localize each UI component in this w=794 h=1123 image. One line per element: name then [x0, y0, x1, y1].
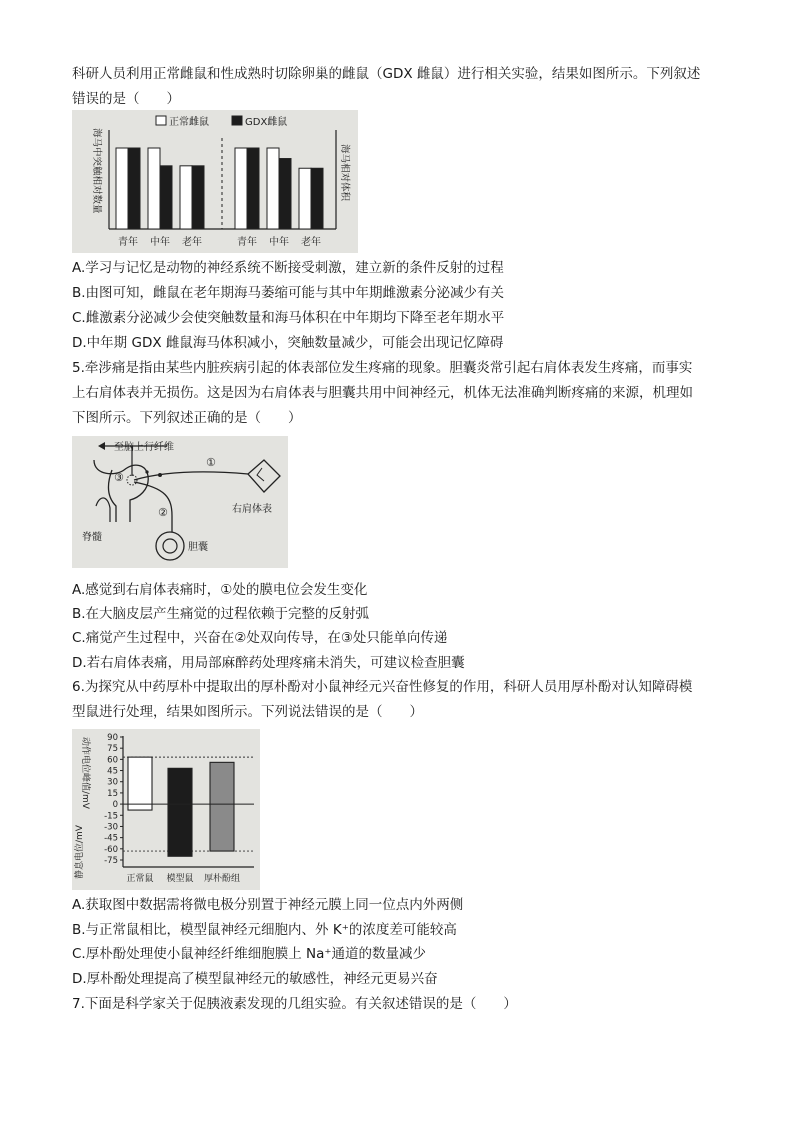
- fig1-bar-right-1-1: [279, 159, 291, 229]
- q5-option-a: A.感觉到右肩体表痛时，①处的膜电位会发生变化: [72, 582, 368, 598]
- fiber-1-line: [134, 472, 248, 480]
- fig1-bar-left-1-1: [160, 166, 172, 229]
- spinal-cord-outline: [94, 460, 148, 522]
- fig1-bar-left-1-0: [128, 148, 140, 229]
- spinal-cord-horn: [96, 498, 110, 522]
- referred-pain-svg: [72, 436, 288, 568]
- fig1-ylabel-right: 海马相对体积: [339, 144, 350, 202]
- ascending-arrow-head: [98, 442, 105, 450]
- fig1-category-left-0: 青年: [118, 237, 138, 248]
- figure-referred-pain-diagram: [72, 436, 288, 568]
- fig1-bar-left-0-1: [148, 148, 160, 229]
- figure-membrane-potential-chart: [72, 729, 260, 890]
- fig1-ylabel-left: 海马中突触相对数量: [91, 128, 102, 214]
- fig3-bar-0: [128, 757, 152, 810]
- fig1-bar-left-0-2: [180, 166, 192, 229]
- q5-option-d: D.若右肩体表痛，用局部麻醉药处理疼痛未消失，可建议检查胆囊: [72, 655, 465, 671]
- gallbladder-inner: [163, 539, 177, 553]
- q6-stem-line2: 型鼠进行处理，结果如图所示。下列说法错误的是（ ）: [72, 704, 423, 720]
- fig1-category-right-0: 青年: [237, 237, 257, 248]
- q6-option-a: A.获取图中数据需将微电极分别置于神经元膜上同一位点内外两侧: [72, 897, 464, 913]
- fig3-tick-label-9: -45: [104, 833, 118, 844]
- shoulder-label: 右肩体表: [232, 504, 272, 515]
- fig3-tick-label-11: -75: [104, 856, 118, 866]
- marker-2: ②: [158, 506, 168, 519]
- fig1-category-left-1: 中年: [150, 237, 170, 248]
- q6-option-b: B.与正常鼠相比，模型鼠神经元细胞内、外 K⁺的浓度差可能较高: [72, 922, 457, 938]
- legend-gdx-label: GDX雌鼠: [245, 117, 288, 128]
- fiber-1-dot-2: [145, 470, 148, 473]
- fig3-category-1: 模型鼠: [166, 874, 194, 884]
- fig3-tick-label-1: 75: [107, 744, 118, 755]
- legend-normal-swatch: [156, 116, 166, 125]
- gallbladder-label: 胆囊: [188, 542, 208, 553]
- fig3-ylabel-left: 静息电位/mV: [75, 825, 85, 879]
- fig1-bar-left-1-2: [192, 166, 204, 229]
- q6-stem-line1: 6.为探究从中药厚朴中提取出的厚朴酚对小鼠神经元兴奋性修复的作用，科研人员用厚朴酚对认知障碍模: [72, 679, 693, 695]
- q5-stem-line3: 下图所示。下列叙述正确的是（ ）: [72, 410, 302, 426]
- fig3-tick-label-4: 30: [107, 777, 118, 788]
- fig3-tick-label-3: 45: [107, 766, 118, 777]
- q5-option-b: B.在大脑皮层产生痛觉的过程依赖于完整的反射弧: [72, 606, 370, 622]
- q5-stem-line2: 上右肩体表并无损伤。这是因为右肩体表与胆囊共用中间神经元，机体无法准确判断疼痛的来源，机理如: [72, 385, 693, 401]
- q6-option-c: C.厚朴酚处理使小鼠神经纤维细胞膜上 Na⁺通道的数量减少: [72, 946, 427, 962]
- fig3-ylabel-right: 动作电位峰值/mV: [80, 737, 90, 809]
- fig3-category-0: 正常鼠: [126, 874, 154, 884]
- q4-stem-line2: 错误的是（ ）: [72, 91, 180, 107]
- fig1-bar-right-0-0: [235, 148, 247, 229]
- shoulder-receptor: [248, 460, 280, 492]
- hippocampus-chart-svg: [72, 110, 358, 253]
- fig1-bar-right-1-0: [247, 148, 259, 229]
- fig3-tick-label-2: 60: [107, 755, 118, 766]
- spine-label: 脊髓: [82, 532, 102, 543]
- fig3-bar-1: [168, 768, 192, 856]
- q7-stem-line1: 7.下面是科学家关于促胰液素发现的几组实验。有关叙述错误的是（ ）: [72, 996, 517, 1012]
- q4-option-d: D.中年期 GDX 雌鼠海马体积减小，突触数量减少，可能会出现记忆障碍: [72, 335, 504, 351]
- q4-option-c: C.雌激素分泌减少会使突触数量和海马体积在中年期均下降至老年期水平: [72, 310, 505, 326]
- marker-3: ③: [114, 471, 124, 484]
- fig3-tick-label-0: 90: [107, 733, 118, 743]
- figure-hippocampus-bar-chart: [72, 110, 358, 253]
- gallbladder-outer: [156, 532, 184, 560]
- fig3-tick-label-7: -15: [104, 811, 118, 822]
- q4-option-a: A.学习与记忆是动物的神经系统不断接受刺激，建立新的条件反射的过程: [72, 260, 504, 276]
- fig3-bar-2: [210, 762, 234, 851]
- fig1-category-right-2: 老年: [301, 237, 321, 248]
- fig3-tick-label-10: -60: [104, 844, 118, 855]
- legend-gdx-swatch: [232, 116, 242, 125]
- q5-stem-line1: 5.牵涉痛是指由某些内脏疾病引起的体表部位发生疼痛的现象。胆囊炎常引起右肩体表发生疼痛，而事实: [72, 360, 693, 376]
- fig1-bar-right-0-1: [267, 148, 279, 229]
- q6-option-d: D.厚朴酚处理提高了模型鼠神经元的敏感性，神经元更易兴奋: [72, 971, 438, 987]
- q4-stem-line1: 科研人员利用正常雌鼠和性成熟时切除卵巢的雌鼠（GDX 雌鼠）进行相关实验，结果如图所示。下列叙述: [72, 66, 701, 82]
- fig3-tick-label-8: -30: [104, 822, 118, 833]
- fig1-bar-right-1-2: [311, 168, 323, 229]
- legend-normal-label: 正常雌鼠: [169, 117, 209, 128]
- q5-option-c: C.痛觉产生过程中，兴奋在②处双向传导，在③处只能单向传递: [72, 630, 448, 646]
- fig1-category-left-2: 老年: [182, 237, 202, 248]
- fig1-category-right-1: 中年: [269, 237, 289, 248]
- receptor-ending: [257, 468, 264, 481]
- membrane-potential-svg: [72, 729, 260, 890]
- q4-option-b: B.由图可知，雌鼠在老年期海马萎缩可能与其中年期雌激素分泌减少有关: [72, 285, 505, 301]
- marker-1: ①: [206, 456, 216, 469]
- fig1-bar-right-0-2: [299, 168, 311, 229]
- fig3-category-2: 厚朴酚组: [203, 874, 241, 884]
- fig3-tick-label-5: 15: [107, 788, 118, 799]
- ascending-fiber-label: 至脑上行纤维: [114, 442, 174, 453]
- fig1-bar-left-0-0: [116, 148, 128, 229]
- fig3-tick-label-6: 0: [112, 800, 118, 811]
- fiber-1-dot: [158, 473, 162, 477]
